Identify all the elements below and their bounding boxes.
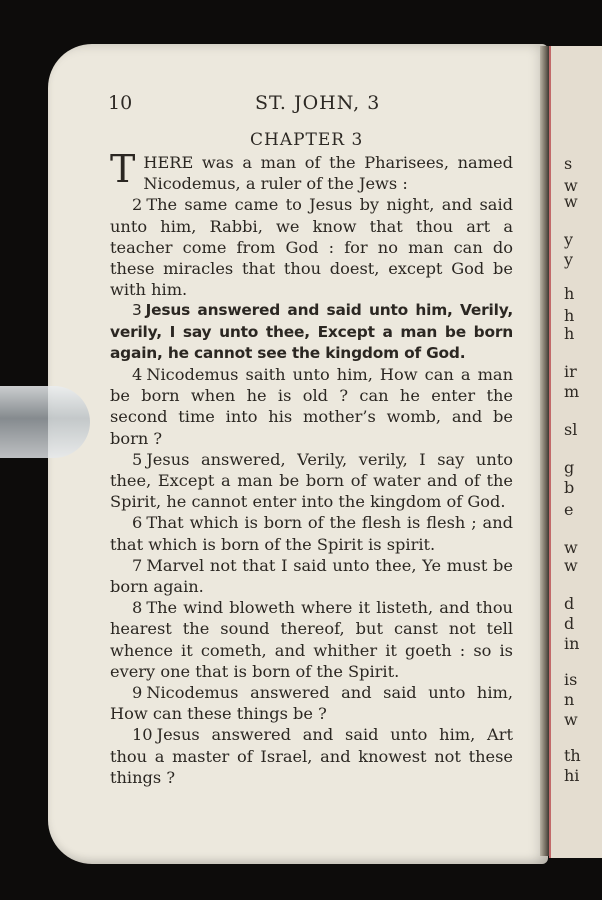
verse-text: The same came to Jesus by night, and said unto him, Rabbi, we know that thou art a teacher come from God : for no man can do these miracles that thou doest, except God be with him. (110, 195, 513, 300)
opposite-fragment: w (564, 192, 578, 211)
scripture-text (110, 147, 513, 788)
opposite-fragment: y (564, 230, 574, 249)
verse-6 (110, 512, 513, 554)
verse-text: Jesus answered and said unto him, Art thou a master of Israel, and knowest not these things ? (110, 725, 513, 787)
opposite-fragment: th (564, 746, 581, 765)
verse-number: 7 (132, 555, 143, 575)
opposite-page (549, 46, 602, 858)
opposite-fragment: d (564, 594, 575, 613)
verse-text: Marvel not that I said unto thee, Ye must be born again. (110, 555, 513, 597)
verse-text: Nicodemus answered and said unto him, How can these things be ? (110, 683, 513, 724)
verse-4 (110, 364, 513, 449)
verse-text: HERE was a man of the Pharisees, named Nicodemus, a ruler of the Jews : (143, 153, 513, 194)
verse-text: Jesus answered, Verily, verily, I say unto thee, Except a man be born of water and of the Spirit, he cannot enter into the kingdom of God. (110, 449, 513, 512)
verse-number: 6 (132, 513, 143, 533)
running-header (0, 92, 602, 116)
opposite-fragment: n (564, 690, 575, 709)
verse-9 (110, 682, 513, 724)
opposite-fragment: w (564, 538, 578, 557)
opposite-fragment: m (564, 382, 580, 401)
opposite-fragment: in (564, 634, 580, 653)
opposite-fragment: is (564, 670, 578, 689)
verse-3 (110, 300, 513, 364)
verse-number: 10 (132, 725, 153, 745)
verse-number: 9 (132, 683, 143, 703)
opposite-fragment: g (564, 458, 575, 477)
verse-number: 3 (132, 301, 142, 320)
verse-10 (110, 724, 513, 788)
chapter-title: CHAPTER 3 (250, 130, 364, 150)
verse-number: 5 (132, 449, 143, 469)
verse-number: 2 (132, 195, 143, 215)
page-number: 10 (108, 92, 133, 114)
opposite-fragment: hi (564, 766, 580, 785)
verse-text: Nicodemus saith unto him, How can a man be born when he is old ? can he enter the second time into his mother’s womb, and be born ? (110, 365, 513, 448)
opposite-fragment: y (564, 250, 574, 269)
verse-7 (110, 555, 513, 597)
drop-cap: T (110, 147, 136, 191)
verse-text: That which is born of the flesh is flesh ; and that which is born of the Spirit is spirit. (110, 513, 513, 554)
opposite-fragment: h (564, 284, 575, 303)
opposite-fragment: e (564, 500, 574, 519)
opposite-fragment: w (564, 710, 578, 729)
opposite-fragment: h (564, 324, 575, 343)
opposite-fragment: b (564, 478, 575, 497)
running-title: ST. JOHN, 3 (255, 92, 381, 114)
opposite-fragment: d (564, 614, 575, 633)
plastic-clip (0, 386, 90, 458)
verse-number: 8 (132, 598, 143, 618)
opposite-fragment: w (564, 556, 578, 575)
verse-5 (110, 449, 513, 513)
opposite-fragment: w (564, 176, 578, 195)
verse-text: Jesus answered and said unto him, Verily, verily, I say unto thee, Except a man be born again, he cannot see the kingdom of God. (110, 301, 513, 362)
opposite-fragment: sl (564, 420, 578, 439)
verse-number: 4 (132, 365, 143, 385)
verse-text: The wind bloweth where it listeth, and thou hearest the sound thereof, but canst not tell whence it cometh, and whither it goeth : so is every one that is born of the Spirit. (110, 598, 513, 681)
opposite-fragment: h (564, 306, 575, 325)
verse-1 (110, 147, 513, 194)
verse-8 (110, 597, 513, 682)
opposite-fragment: s (564, 154, 573, 173)
opposite-fragment: ir (564, 362, 577, 381)
verse-2 (110, 194, 513, 300)
